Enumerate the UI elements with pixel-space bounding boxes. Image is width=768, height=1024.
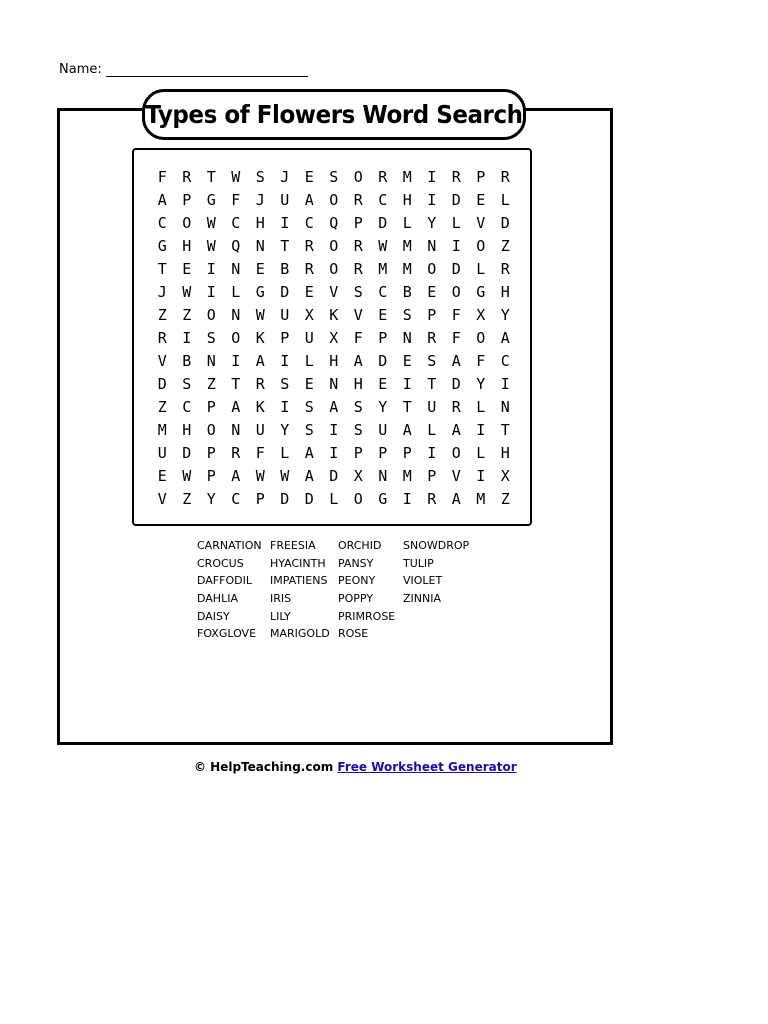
grid-letter[interactable]: Z [182, 489, 192, 508]
grid-letter[interactable]: V [157, 489, 167, 508]
grid-letter[interactable]: R [451, 397, 461, 416]
grid-letter[interactable]: F [231, 190, 241, 209]
grid-letter[interactable]: A [451, 420, 461, 439]
grid-letter[interactable]: R [182, 167, 192, 186]
grid-letter[interactable]: S [304, 420, 314, 439]
grid-letter[interactable]: N [329, 374, 339, 393]
grid-letter[interactable]: D [451, 190, 461, 209]
grid-letter[interactable]: E [378, 374, 388, 393]
word-bank-item: HYACINTH [270, 556, 326, 570]
grid-letter[interactable]: A [402, 420, 412, 439]
word-bank-item: PRIMROSE [338, 609, 396, 623]
grid-letter[interactable]: L [427, 420, 437, 439]
grid-letter[interactable]: A [231, 466, 241, 485]
word-bank-item: PEONY [338, 574, 376, 588]
word-bank-item: DAFFODIL [197, 574, 252, 588]
grid-letter[interactable]: R [353, 236, 363, 255]
grid-letter[interactable]: A [255, 351, 265, 370]
grid-letter[interactable]: U [157, 443, 167, 462]
grid-letter[interactable]: U [280, 190, 290, 209]
grid-letter[interactable]: R [304, 236, 314, 255]
grid-letter[interactable]: I [329, 443, 339, 462]
grid-letter[interactable]: S [353, 397, 363, 416]
grid-letter[interactable]: Y [500, 305, 510, 324]
word-bank-item: DAHLIA [197, 592, 238, 606]
grid-letter[interactable]: I [206, 282, 216, 301]
grid-letter[interactable]: R [427, 489, 437, 508]
grid-letter[interactable]: L [476, 259, 486, 278]
grid-letter[interactable]: H [182, 236, 192, 255]
grid-letter[interactable]: P [353, 213, 363, 232]
grid-letter[interactable]: C [231, 213, 241, 232]
word-bank-item: ORCHID [338, 539, 382, 552]
grid-letter[interactable]: D [378, 351, 388, 370]
grid-letter[interactable]: O [231, 328, 241, 347]
grid-letter[interactable]: P [206, 397, 216, 416]
name-row [59, 62, 308, 77]
grid-letter[interactable]: K [255, 397, 265, 416]
grid-letter[interactable]: I [427, 167, 437, 186]
word-column [338, 537, 403, 643]
grid-letter[interactable]: Z [206, 374, 216, 393]
grid-letter[interactable]: R [157, 328, 167, 347]
grid-letter[interactable]: J [280, 167, 290, 186]
letter-grid [150, 165, 518, 510]
name-field-line[interactable] [106, 62, 308, 77]
grid-letter[interactable]: V [476, 213, 486, 232]
word-bank-item: VIOLET [403, 574, 443, 588]
grid-letter[interactable]: O [353, 489, 363, 508]
grid-letter[interactable]: J [255, 190, 265, 209]
grid-letter[interactable]: P [378, 328, 388, 347]
grid-letter[interactable]: Q [329, 213, 339, 232]
word-bank [197, 537, 483, 643]
grid-letter[interactable]: Z [157, 305, 167, 324]
grid-letter[interactable]: M [402, 167, 412, 186]
grid-letter[interactable]: Y [378, 397, 388, 416]
grid-letter[interactable]: R [500, 259, 510, 278]
grid-letter[interactable]: F [157, 167, 167, 186]
grid-letter[interactable]: G [378, 489, 388, 508]
grid-letter[interactable]: L [231, 282, 241, 301]
grid-letter[interactable]: I [476, 466, 486, 485]
grid-letter[interactable]: T [280, 236, 290, 255]
grid-letter[interactable]: U [304, 328, 314, 347]
grid-row [150, 395, 518, 418]
grid-letter[interactable]: R [353, 259, 363, 278]
grid-letter[interactable]: P [402, 443, 412, 462]
word-bank-item: FREESIA [270, 539, 316, 552]
grid-letter[interactable]: E [304, 374, 314, 393]
grid-letter[interactable]: P [206, 443, 216, 462]
grid-letter[interactable]: O [451, 282, 461, 301]
grid-letter[interactable]: A [329, 397, 339, 416]
grid-letter[interactable]: E [402, 351, 412, 370]
grid-letter[interactable]: E [304, 282, 314, 301]
grid-letter[interactable]: D [451, 259, 461, 278]
grid-letter[interactable]: L [451, 213, 461, 232]
grid-letter[interactable]: H [182, 420, 192, 439]
grid-letter[interactable]: G [476, 282, 486, 301]
grid-letter[interactable]: U [280, 305, 290, 324]
grid-letter[interactable]: E [255, 259, 265, 278]
grid-letter[interactable]: L [329, 489, 339, 508]
grid-letter[interactable]: O [451, 443, 461, 462]
grid-letter[interactable]: I [402, 374, 412, 393]
grid-letter[interactable]: A [157, 190, 167, 209]
grid-letter[interactable]: O [206, 420, 216, 439]
grid-letter[interactable]: I [476, 420, 486, 439]
grid-letter[interactable]: S [353, 282, 363, 301]
grid-letter[interactable]: T [231, 374, 241, 393]
grid-letter[interactable]: R [451, 167, 461, 186]
word-bank-item: SNOWDROP [403, 539, 470, 552]
grid-letter[interactable]: W [206, 236, 216, 255]
footer [194, 760, 517, 774]
grid-letter[interactable]: S [182, 374, 192, 393]
grid-letter[interactable]: M [402, 236, 412, 255]
word-column [270, 537, 338, 643]
grid-letter[interactable]: A [451, 351, 461, 370]
grid-letter[interactable]: U [255, 420, 265, 439]
grid-row [150, 418, 518, 441]
grid-letter[interactable]: D [304, 489, 314, 508]
grid-letter[interactable]: A [304, 190, 314, 209]
grid-letter[interactable]: S [304, 397, 314, 416]
grid-letter[interactable]: G [206, 190, 216, 209]
grid-letter[interactable]: Z [500, 236, 510, 255]
grid-letter[interactable]: L [476, 443, 486, 462]
worksheet-title: Types of Flowers Word Search [145, 100, 523, 129]
word-bank-item: DAISY [197, 609, 230, 623]
grid-letter[interactable]: S [402, 305, 412, 324]
grid-letter[interactable]: M [476, 489, 486, 508]
grid-letter[interactable]: R [427, 328, 437, 347]
grid-letter[interactable]: A [304, 466, 314, 485]
word-bank-item: LILY [270, 609, 291, 623]
grid-letter[interactable]: R [304, 259, 314, 278]
grid-letter[interactable]: L [304, 351, 314, 370]
grid-letter[interactable]: K [329, 305, 339, 324]
grid-letter[interactable]: S [206, 328, 216, 347]
grid-letter[interactable]: R [255, 374, 265, 393]
grid-letter[interactable]: C [157, 213, 167, 232]
grid-letter[interactable]: H [255, 213, 265, 232]
grid-letter[interactable]: Q [231, 236, 241, 255]
grid-letter[interactable]: W [255, 305, 265, 324]
grid-letter[interactable]: Y [280, 420, 290, 439]
grid-letter[interactable]: L [500, 190, 510, 209]
grid-letter[interactable]: I [280, 397, 290, 416]
grid-letter[interactable]: P [206, 466, 216, 485]
grid-letter[interactable]: D [157, 374, 167, 393]
grid-letter[interactable]: E [157, 466, 167, 485]
grid-letter[interactable]: D [500, 213, 510, 232]
grid-letter[interactable]: D [182, 443, 192, 462]
grid-letter[interactable]: U [378, 420, 388, 439]
copyright-text: © HelpTeaching.com [194, 760, 334, 774]
grid-letter[interactable]: Y [427, 213, 437, 232]
grid-letter[interactable]: M [378, 259, 388, 278]
grid-letter[interactable]: G [255, 282, 265, 301]
grid-letter[interactable]: O [329, 236, 339, 255]
grid-letter[interactable]: H [402, 190, 412, 209]
grid-letter[interactable]: P [427, 305, 437, 324]
grid-letter[interactable]: R [500, 167, 510, 186]
grid-letter[interactable]: R [378, 167, 388, 186]
grid-letter[interactable]: P [182, 190, 192, 209]
grid-letter[interactable]: B [280, 259, 290, 278]
grid-letter[interactable]: E [378, 305, 388, 324]
grid-letter[interactable]: O [353, 167, 363, 186]
grid-letter[interactable]: P [378, 443, 388, 462]
word-bank-item: POPPY [338, 592, 374, 606]
word-bank-item: MARIGOLD [270, 627, 330, 641]
grid-row [150, 326, 518, 349]
grid-letter[interactable]: V [353, 305, 363, 324]
grid-letter[interactable]: K [255, 328, 265, 347]
grid-row [150, 165, 518, 188]
grid-letter[interactable]: U [427, 397, 437, 416]
grid-letter[interactable]: I [280, 213, 290, 232]
word-bank-item: IRIS [270, 592, 292, 606]
grid-row [150, 188, 518, 211]
grid-letter[interactable]: P [353, 443, 363, 462]
grid-row [150, 372, 518, 395]
grid-letter[interactable]: O [206, 305, 216, 324]
grid-letter[interactable]: N [231, 420, 241, 439]
grid-letter[interactable]: F [476, 351, 486, 370]
grid-letter[interactable]: I [427, 190, 437, 209]
name-label: Name: [59, 62, 102, 77]
grid-letter[interactable]: C [500, 351, 510, 370]
grid-letter[interactable]: P [476, 167, 486, 186]
grid-letter[interactable]: I [280, 351, 290, 370]
grid-letter[interactable]: X [500, 466, 510, 485]
grid-letter[interactable]: N [402, 328, 412, 347]
grid-letter[interactable]: I [329, 420, 339, 439]
grid-row [150, 234, 518, 257]
grid-letter[interactable]: S [255, 167, 265, 186]
grid-letter[interactable]: T [500, 420, 510, 439]
grid-letter[interactable]: L [476, 397, 486, 416]
grid-letter[interactable]: A [353, 351, 363, 370]
grid-letter[interactable]: H [500, 443, 510, 462]
grid-letter[interactable]: F [451, 305, 461, 324]
title-banner [142, 89, 526, 140]
grid-letter[interactable]: B [182, 351, 192, 370]
grid-letter[interactable]: S [427, 351, 437, 370]
grid-letter[interactable]: N [231, 259, 241, 278]
word-bank-item: PANSY [338, 556, 374, 570]
word-column [197, 537, 270, 643]
grid-letter[interactable]: I [500, 374, 510, 393]
grid-letter[interactable]: V [329, 282, 339, 301]
grid-letter[interactable]: R [353, 190, 363, 209]
word-bank-item: CARNATION [197, 539, 262, 552]
grid-letter[interactable]: Y [476, 374, 486, 393]
grid-letter[interactable]: M [402, 259, 412, 278]
grid-letter[interactable]: W [182, 282, 192, 301]
grid-letter[interactable]: X [329, 328, 339, 347]
grid-row [150, 487, 518, 510]
grid-row [150, 303, 518, 326]
grid-letter[interactable]: C [231, 489, 241, 508]
word-bank-item: FOXGLOVE [197, 627, 257, 641]
grid-letter[interactable]: I [402, 489, 412, 508]
grid-letter[interactable]: I [206, 259, 216, 278]
grid-letter[interactable]: E [427, 282, 437, 301]
grid-letter[interactable]: A [451, 489, 461, 508]
grid-letter[interactable]: W [206, 213, 216, 232]
grid-letter[interactable]: W [280, 466, 290, 485]
grid-letter[interactable]: Z [182, 305, 192, 324]
grid-letter[interactable]: A [500, 328, 510, 347]
grid-letter[interactable]: W [231, 167, 241, 186]
grid-letter[interactable]: P [427, 466, 437, 485]
grid-row [150, 464, 518, 487]
grid-letter[interactable]: E [476, 190, 486, 209]
grid-letter[interactable]: P [280, 328, 290, 347]
word-bank-item: IMPATIENS [270, 574, 328, 588]
grid-letter[interactable]: S [280, 374, 290, 393]
grid-letter[interactable]: Z [157, 397, 167, 416]
grid-letter[interactable]: O [427, 259, 437, 278]
word-bank-item: ROSE [338, 627, 369, 641]
grid-letter[interactable]: D [329, 466, 339, 485]
grid-letter[interactable]: O [476, 236, 486, 255]
grid-letter[interactable]: F [451, 328, 461, 347]
grid-letter[interactable]: F [353, 328, 363, 347]
grid-letter[interactable]: A [304, 443, 314, 462]
grid-row [150, 441, 518, 464]
grid-letter[interactable]: D [280, 282, 290, 301]
grid-letter[interactable]: W [182, 466, 192, 485]
word-bank-item: TULIP [403, 556, 434, 570]
word-bank-item: ZINNIA [403, 592, 442, 606]
grid-letter[interactable]: E [182, 259, 192, 278]
grid-letter[interactable]: C [378, 282, 388, 301]
grid-letter[interactable]: S [329, 167, 339, 186]
grid-letter[interactable]: N [427, 236, 437, 255]
grid-letter[interactable]: T [427, 374, 437, 393]
grid-row [150, 349, 518, 372]
grid-letter[interactable]: P [255, 489, 265, 508]
grid-letter[interactable]: X [353, 466, 363, 485]
grid-letter[interactable]: C [182, 397, 192, 416]
grid-letter[interactable]: T [157, 259, 167, 278]
grid-letter[interactable]: I [182, 328, 192, 347]
grid-letter[interactable]: O [329, 190, 339, 209]
grid-letter[interactable]: H [500, 282, 510, 301]
grid-letter[interactable]: C [304, 213, 314, 232]
grid-letter[interactable]: R [231, 443, 241, 462]
grid-letter[interactable]: X [304, 305, 314, 324]
grid-letter[interactable]: I [427, 443, 437, 462]
grid-letter[interactable]: D [378, 213, 388, 232]
grid-letter[interactable]: L [402, 213, 412, 232]
grid-row [150, 211, 518, 234]
grid-letter[interactable]: V [451, 466, 461, 485]
grid-letter[interactable]: W [255, 466, 265, 485]
grid-letter[interactable]: I [451, 236, 461, 255]
grid-letter[interactable]: I [231, 351, 241, 370]
grid-letter[interactable]: X [476, 305, 486, 324]
word-column [403, 537, 483, 643]
grid-letter[interactable]: B [402, 282, 412, 301]
grid-letter[interactable]: T [206, 167, 216, 186]
grid-letter[interactable]: O [476, 328, 486, 347]
grid-row [150, 257, 518, 280]
grid-letter[interactable]: F [255, 443, 265, 462]
grid-letter[interactable]: A [231, 397, 241, 416]
grid-letter[interactable]: T [402, 397, 412, 416]
word-bank-item: CROCUS [197, 556, 244, 570]
grid-letter[interactable]: O [329, 259, 339, 278]
grid-letter[interactable]: O [182, 213, 192, 232]
grid-letter[interactable]: Z [500, 489, 510, 508]
grid-letter[interactable]: J [157, 282, 167, 301]
grid-letter[interactable]: M [157, 420, 167, 439]
grid-letter[interactable]: D [451, 374, 461, 393]
grid-letter[interactable]: N [500, 397, 510, 416]
grid-letter[interactable]: H [329, 351, 339, 370]
grid-letter[interactable]: M [402, 466, 412, 485]
grid-letter[interactable]: N [255, 236, 265, 255]
grid-letter[interactable]: L [280, 443, 290, 462]
grid-letter[interactable]: N [206, 351, 216, 370]
grid-row [150, 280, 518, 303]
worksheet-generator-link[interactable]: Free Worksheet Generator [337, 760, 517, 774]
grid-letter[interactable]: H [353, 374, 363, 393]
grid-letter[interactable]: C [378, 190, 388, 209]
grid-letter[interactable]: S [353, 420, 363, 439]
grid-letter[interactable]: V [157, 351, 167, 370]
grid-letter[interactable]: N [378, 466, 388, 485]
grid-letter[interactable]: D [280, 489, 290, 508]
grid-letter[interactable]: W [378, 236, 388, 255]
grid-letter[interactable]: G [157, 236, 167, 255]
grid-letter[interactable]: E [304, 167, 314, 186]
grid-letter[interactable]: N [231, 305, 241, 324]
grid-letter[interactable]: Y [206, 489, 216, 508]
